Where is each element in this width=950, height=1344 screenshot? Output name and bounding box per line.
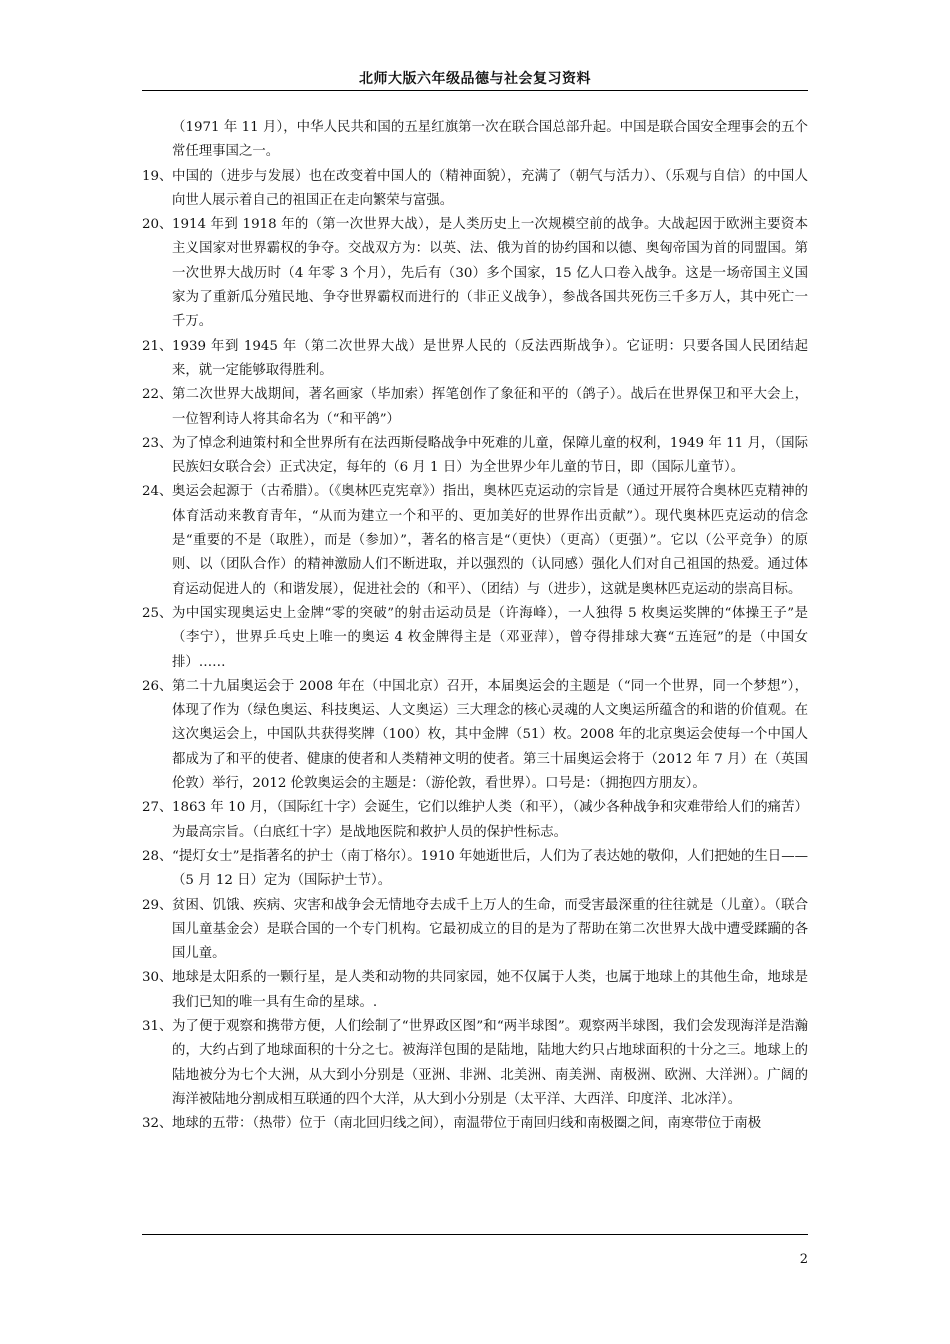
item-number: 20、 [142, 217, 173, 233]
list-item [142, 335, 808, 384]
item-number: 24、 [142, 484, 173, 500]
item-text: 为了悼念利迪策村和全世界所有在法西斯侵略战争中死难的儿童，保障儿童的权利，1949 年 11 月，（国际民族妇女联合会）正式决定，每年的（6 月 1 日）为全世界少年儿童的节日，即（国际儿童节）。 [172, 435, 808, 476]
list-item [142, 845, 808, 894]
item-number: 27、 [142, 800, 173, 816]
item-number: 26、 [142, 678, 173, 694]
item-number: 28、 [142, 848, 173, 864]
list-item [142, 796, 808, 845]
item-text: 1939 年到 1945 年（第二次世界大战）是世界人民的（反法西斯战争）。它证明：只要各国人民团结起来，就一定能够取得胜利。 [172, 338, 808, 378]
list-item [142, 602, 808, 675]
list-item [142, 1112, 808, 1136]
page-number: 2 [799, 1252, 808, 1267]
item-text: 中国的（进步与发展）也在改变着中国人的（精神面貌），充满了（朝气与活力）、（乐观与自信）的中国人向世人展示着自己的祖国正在走向繁荣与富强。 [172, 168, 808, 208]
list-item [142, 116, 808, 165]
list-item [142, 383, 808, 432]
item-number: 22、 [142, 387, 173, 403]
item-number: 32、 [142, 1116, 173, 1132]
item-number: 25、 [142, 605, 173, 621]
document-body [142, 116, 808, 1136]
item-text: 1914 年到 1918 年的（第一次世界大战），是人类历史上一次规模空前的战争。大战起因于欧洲主要资本主义国家对世界霸权的争夺。交战双方为：以英、法、俄为首的协约国和以德、奥匈帝国为首的同盟国。第一次世界大战历时（4 年零 3 个月），先后有（30）多个国家，15 亿人口卷入战争。这是一场帝国主义国家为了重新瓜分殖民地、争夺世界霸权而进行的（非正义战争），参战各国共死伤三千多万人，其中死亡一千万。 [172, 217, 808, 330]
item-text: 为了便于观察和携带方便，人们绘制了“世界政区图”和“两半球图”。观察两半球图，我们会发现海洋是浩瀚的，大约占到了地球面积的十分之七。被海洋包围的是陆地，陆地大约只占地球面积的十分之三。地球上的陆地被分为七个大洲，从大到小分别是（亚洲、非洲、北美洲、南美洲、南极洲、欧洲、大洋洲）。广阔的海洋被陆地分割成相互联通的四个大洋，从大到小分别是（太平洋、大西洋、印度洋、北冰洋）。 [172, 1018, 808, 1107]
page-header-title: 北师大版六年级品德与社会复习资料 [359, 71, 591, 87]
list-item [142, 894, 808, 967]
item-text: 1863 年 10 月，（国际红十字）会诞生，它们以维护人类（和平），（减少各种战争和灾难带给人们的痛苦）为最高宗旨。（白底红十字）是战地医院和救护人员的保护性标志。 [172, 800, 808, 840]
item-number: 31、 [142, 1018, 173, 1034]
list-item [142, 966, 808, 1015]
footer-divider [142, 1234, 808, 1235]
item-text: 第二十九届奥运会于 2008 年在（中国北京）召开，本届奥运会的主题是（“同一个世界，同一个梦想”），体现了作为（绿色奥运、科技奥运、人文奥运）三大理念的核心灵魂的人文奥运所蕴含的和谐的价值观。在这次奥运会上，中国队共获得奖牌（100）枚，其中金牌（51）枚。2008 年的北京奥运会使每一个中国人都成为了和平的使者、健康的使者和人类精神文明的使者。第三十届奥运会将于（2012 年 7 月）在（英国伦敦）举行，2012 伦敦奥运会的主题是：（游伦敦，看世界）。口号是：（拥抱四方朋友）。 [172, 678, 808, 792]
item-number: 30、 [142, 970, 173, 986]
list-item [142, 1015, 808, 1112]
list-item [142, 213, 808, 334]
item-text: 为中国实现奥运史上金牌“零的突破”的射击运动员是（许海峰），一人独得 5 枚奥运奖牌的“体操王子”是（李宁），世界乒乓史上唯一的奥运 4 枚金牌得主是（邓亚萍），曾夺得排球大赛“五连冠”的是（中国女排）…… [172, 605, 808, 670]
item-text: 地球的五带：（热带）位于（南北回归线之间），南温带位于南回归线和南极圈之间，南寒带位于南极 [172, 1116, 762, 1132]
item-text: 奥运会起源于（古希腊）。（《奥林匹克宪章》）指出，奥林匹克运动的宗旨是（通过开展符合奥林匹克精神的体育活动来教育青年，“从而为建立一个和平的、更加美好的世界作出贡献”）。现代奥林匹克运动的信念是“重要的不是（取胜），而是（参加）”，著名的格言是“（更快）（更高）（更强）”。它以（公平竞争）的原则、以（团队合作）的精神激励人们不断进取，并以强烈的（认同感）强化人们对自己祖国的热爱。通过体育运动促进人的（和谐发展），促进社会的（和平）、（团结）与（进步），这就是奥林匹克运动的崇高目标。 [172, 484, 808, 597]
item-text: 贫困、饥饿、疾病、灾害和战争会无情地夺去成千上万人的生命，而受害最深重的往往就是（儿童）。（联合国儿童基金会）是联合国的一个专门机构。它最初成立的目的是为了帮助在第二次世界大战中遭受蹂躏的各国儿童。 [172, 897, 808, 962]
item-text: （1971 年 11 月），中华人民共和国的五星红旗第一次在联合国总部升起。中国是联合国安全理事会的五个常任理事国之一。 [172, 120, 808, 160]
item-number: 29、 [142, 897, 173, 913]
list-item [142, 480, 808, 601]
list-item [142, 675, 808, 796]
item-text: 地球是太阳系的一颗行星，是人类和动物的共同家园，她不仅属于人类，也属于地球上的其他生命，地球是我们已知的唯一具有生命的星球。. [172, 970, 808, 1010]
list-item [142, 432, 808, 481]
list-item [142, 165, 808, 214]
item-number: 21、 [142, 338, 173, 354]
item-text: 第二次世界大战期间，著名画家（毕加索）挥笔创作了象征和平的（鸽子）。战后在世界保卫和平大会上，一位智利诗人将其命名为（“和平鸽”） [172, 387, 808, 427]
header-divider [142, 90, 808, 91]
item-text: “提灯女士”是指著名的护士（南丁格尔）。1910 年她逝世后，人们为了表达她的敬仰，人们把她的生日——（5 月 12 日）定为（国际护士节）。 [172, 848, 808, 889]
item-number: 19、 [142, 168, 173, 184]
item-number: 23、 [142, 435, 173, 451]
